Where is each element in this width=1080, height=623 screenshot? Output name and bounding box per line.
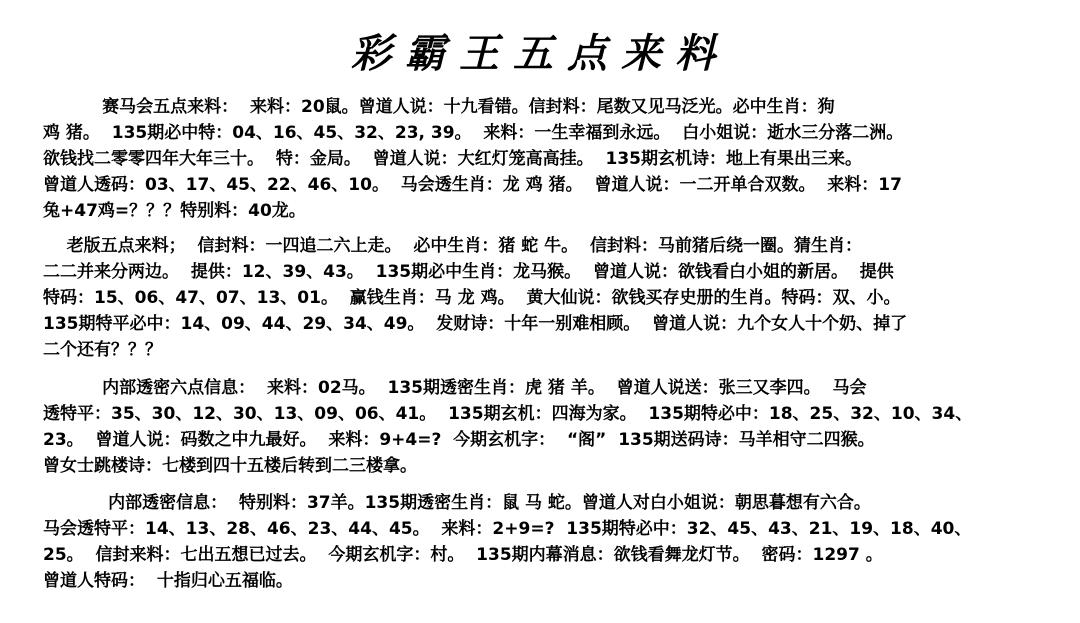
- text-line: 赛马会五点来料： 来料：20鼠。曾道人说：十九看错。信封料：尾数又见马泛光。必中生肖：狗: [43, 97, 835, 117]
- text-line: 23。 曾道人说：码数之中九最好。 来料：9+4=? 今期玄机字： “阁” 135期送码诗：马羊相守二四猴。: [43, 430, 875, 450]
- text-line: 透特平：35、30、12、30、13、09、06、41。 135期玄机：四海为家。 135期特必中：18、25、32、10、34、: [43, 404, 973, 424]
- text-line: 二个还有？？？: [43, 340, 162, 360]
- paragraph-five-point-materials: [43, 94, 1043, 224]
- paragraph-internal-six-point-info: [43, 375, 1043, 479]
- page-title: 彩霸王五点来料: [351, 30, 729, 77]
- text-line: 曾女士跳楼诗：七楼到四十五楼后转到二三楼拿。: [43, 456, 417, 476]
- text-line: 135期特平必中：14、09、44、29、34、49。 发财诗：十年一别难相顾。 曾道人说：九个女人十个奶、掉了: [43, 314, 908, 334]
- text-line: 二二并来分两边。 提供：12、39、43。 135期必中生肖：龙马猴。 曾道人说：欲钱看白小姐的新居。 提供: [43, 262, 894, 282]
- text-line: 内部透密信息： 特别料：37羊。135期透密生肖：鼠 马 蛇。曾道人对白小姐说：朝思暮想有六合。: [43, 493, 871, 513]
- text-line: 内部透密六点信息： 来料：02马。 135期透密生肖：虎 猪 羊。 曾道人说送：张三又李四。 马会: [43, 378, 867, 398]
- text-line: 曾道人特码： 十指归心五福临。: [43, 571, 293, 591]
- text-line: 马会透特平：14、13、28、46、23、44、45。 来料：2+9=? 135期特必中：32、45、43、21、19、18、40、: [43, 519, 972, 539]
- text-line: 曾道人透码：03、17、45、22、46、10。 马会透生肖：龙 鸡 猪。 曾道人说：一二开单合双数。 来料：17: [43, 175, 902, 195]
- text-line: 25。 信封来料：七出五想已过去。 今期玄机字：村。 135期内幕消息：欲钱看舞龙灯节。 密码：1297 。: [43, 545, 883, 565]
- text-line: 老版五点来料； 信封料：一四追二六上走。 必中生肖：猪 蛇 牛。 信封料：马前猪后绕一圈。猜生肖：: [43, 236, 863, 256]
- text-line: 兔+47鸡=？？？特别料：40龙。: [43, 201, 306, 221]
- paragraph-old-version-materials: [43, 233, 1043, 363]
- text-line: 鸡 猪。 135期必中特：04、16、45、32、23, 39。 来料：一生幸福到永远。 白小姐说：逝水三分落二洲。: [43, 123, 904, 143]
- text-line: 欲钱找二零零四年大年三十。 特：金局。 曾道人说：大红灯笼高高挂。 135期玄机诗：地上有果出三来。: [43, 149, 862, 169]
- text-line: 特码：15、06、47、07、13、01。 赢钱生肖：马 龙 鸡。 黄大仙说：欲钱买存史册的生肖。特码：双、小。: [43, 288, 901, 308]
- paragraph-internal-info: [43, 490, 1043, 594]
